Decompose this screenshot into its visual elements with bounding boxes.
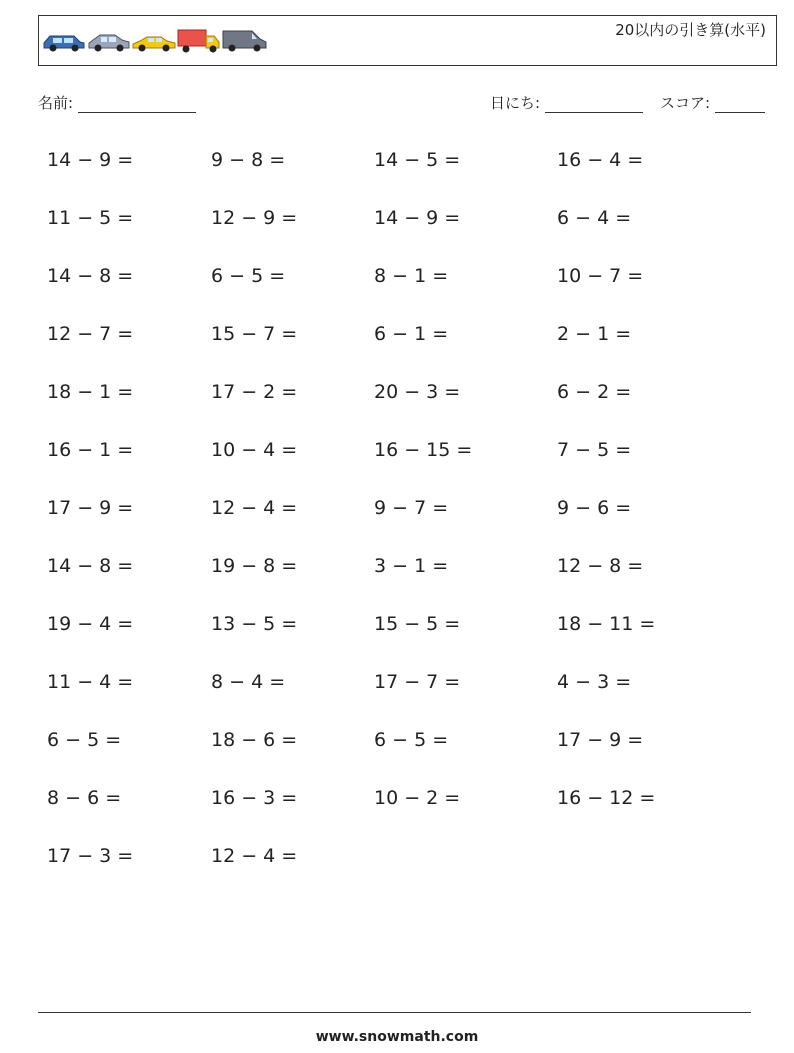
problem-item: 9 − 7 = bbox=[374, 497, 449, 519]
vehicle-strip bbox=[42, 27, 268, 55]
worksheet-title: 20以内の引き算(水平) bbox=[615, 21, 766, 39]
problem-item: 19 − 8 = bbox=[211, 555, 298, 577]
problem-item: 8 − 4 = bbox=[211, 671, 286, 693]
problem-item: 6 − 5 = bbox=[47, 729, 122, 751]
problem-item: 18 − 11 = bbox=[557, 613, 656, 635]
score-field bbox=[660, 93, 765, 113]
problem-item: 12 − 4 = bbox=[211, 497, 298, 519]
problem-item: 16 − 3 = bbox=[211, 787, 298, 809]
score-blank bbox=[715, 97, 765, 113]
problem-item: 8 − 6 = bbox=[47, 787, 122, 809]
problem-item: 13 − 5 = bbox=[211, 613, 298, 635]
problem-item: 10 − 4 = bbox=[211, 439, 298, 461]
problem-item: 19 − 4 = bbox=[47, 613, 134, 635]
problem-item: 6 − 5 = bbox=[211, 265, 286, 287]
footer-site: www.snowmath.com bbox=[315, 1029, 479, 1045]
problem-item: 3 − 1 = bbox=[374, 555, 449, 577]
header-box bbox=[38, 15, 777, 66]
silver-car-icon bbox=[89, 35, 129, 52]
blue-car-icon bbox=[44, 36, 84, 52]
problem-item: 9 − 8 = bbox=[211, 149, 286, 171]
problem-item: 7 − 5 = bbox=[557, 439, 632, 461]
name-blank bbox=[78, 97, 196, 113]
problem-item: 16 − 15 = bbox=[374, 439, 473, 461]
problem-item: 6 − 5 = bbox=[374, 729, 449, 751]
problem-item: 17 − 7 = bbox=[374, 671, 461, 693]
problem-item: 8 − 1 = bbox=[374, 265, 449, 287]
red-box-truck-icon bbox=[178, 30, 219, 53]
footer-rule bbox=[38, 1012, 751, 1013]
problem-item: 4 − 3 = bbox=[557, 671, 632, 693]
problem-item: 14 − 8 = bbox=[47, 265, 134, 287]
problem-item: 12 − 4 = bbox=[211, 845, 298, 867]
problem-item: 16 − 12 = bbox=[557, 787, 656, 809]
problem-item: 18 − 6 = bbox=[211, 729, 298, 751]
problem-item: 15 − 7 = bbox=[211, 323, 298, 345]
problem-item: 12 − 9 = bbox=[211, 207, 298, 229]
date-blank bbox=[545, 97, 643, 113]
problem-item: 6 − 2 = bbox=[557, 381, 632, 403]
date-field bbox=[490, 93, 643, 113]
problem-item: 10 − 7 = bbox=[557, 265, 644, 287]
problem-item: 14 − 9 = bbox=[374, 207, 461, 229]
score-label: スコア: bbox=[660, 94, 711, 112]
problem-item: 17 − 2 = bbox=[211, 381, 298, 403]
problem-item: 17 − 9 = bbox=[557, 729, 644, 751]
problem-item: 6 − 4 = bbox=[557, 207, 632, 229]
problem-item: 17 − 3 = bbox=[47, 845, 134, 867]
problem-item: 11 − 4 = bbox=[47, 671, 134, 693]
problem-item: 12 − 7 = bbox=[47, 323, 134, 345]
yellow-taxi-icon bbox=[133, 37, 175, 52]
problem-item: 2 − 1 = bbox=[557, 323, 632, 345]
problem-item: 18 − 1 = bbox=[47, 381, 134, 403]
problem-item: 15 − 5 = bbox=[374, 613, 461, 635]
problem-item: 20 − 3 = bbox=[374, 381, 461, 403]
name-field bbox=[38, 93, 196, 113]
problem-item: 6 − 1 = bbox=[374, 323, 449, 345]
problem-item: 14 − 9 = bbox=[47, 149, 134, 171]
problem-item: 16 − 4 = bbox=[557, 149, 644, 171]
problem-item: 11 − 5 = bbox=[47, 207, 134, 229]
problem-item: 16 − 1 = bbox=[47, 439, 134, 461]
problem-item: 12 − 8 = bbox=[557, 555, 644, 577]
date-label: 日にち: bbox=[490, 94, 541, 112]
name-label: 名前: bbox=[38, 94, 74, 112]
problem-item: 10 − 2 = bbox=[374, 787, 461, 809]
problem-item: 14 − 5 = bbox=[374, 149, 461, 171]
problem-item: 17 − 9 = bbox=[47, 497, 134, 519]
problem-item: 14 − 8 = bbox=[47, 555, 134, 577]
problem-item: 9 − 6 = bbox=[557, 497, 632, 519]
gray-van-icon bbox=[223, 31, 266, 52]
